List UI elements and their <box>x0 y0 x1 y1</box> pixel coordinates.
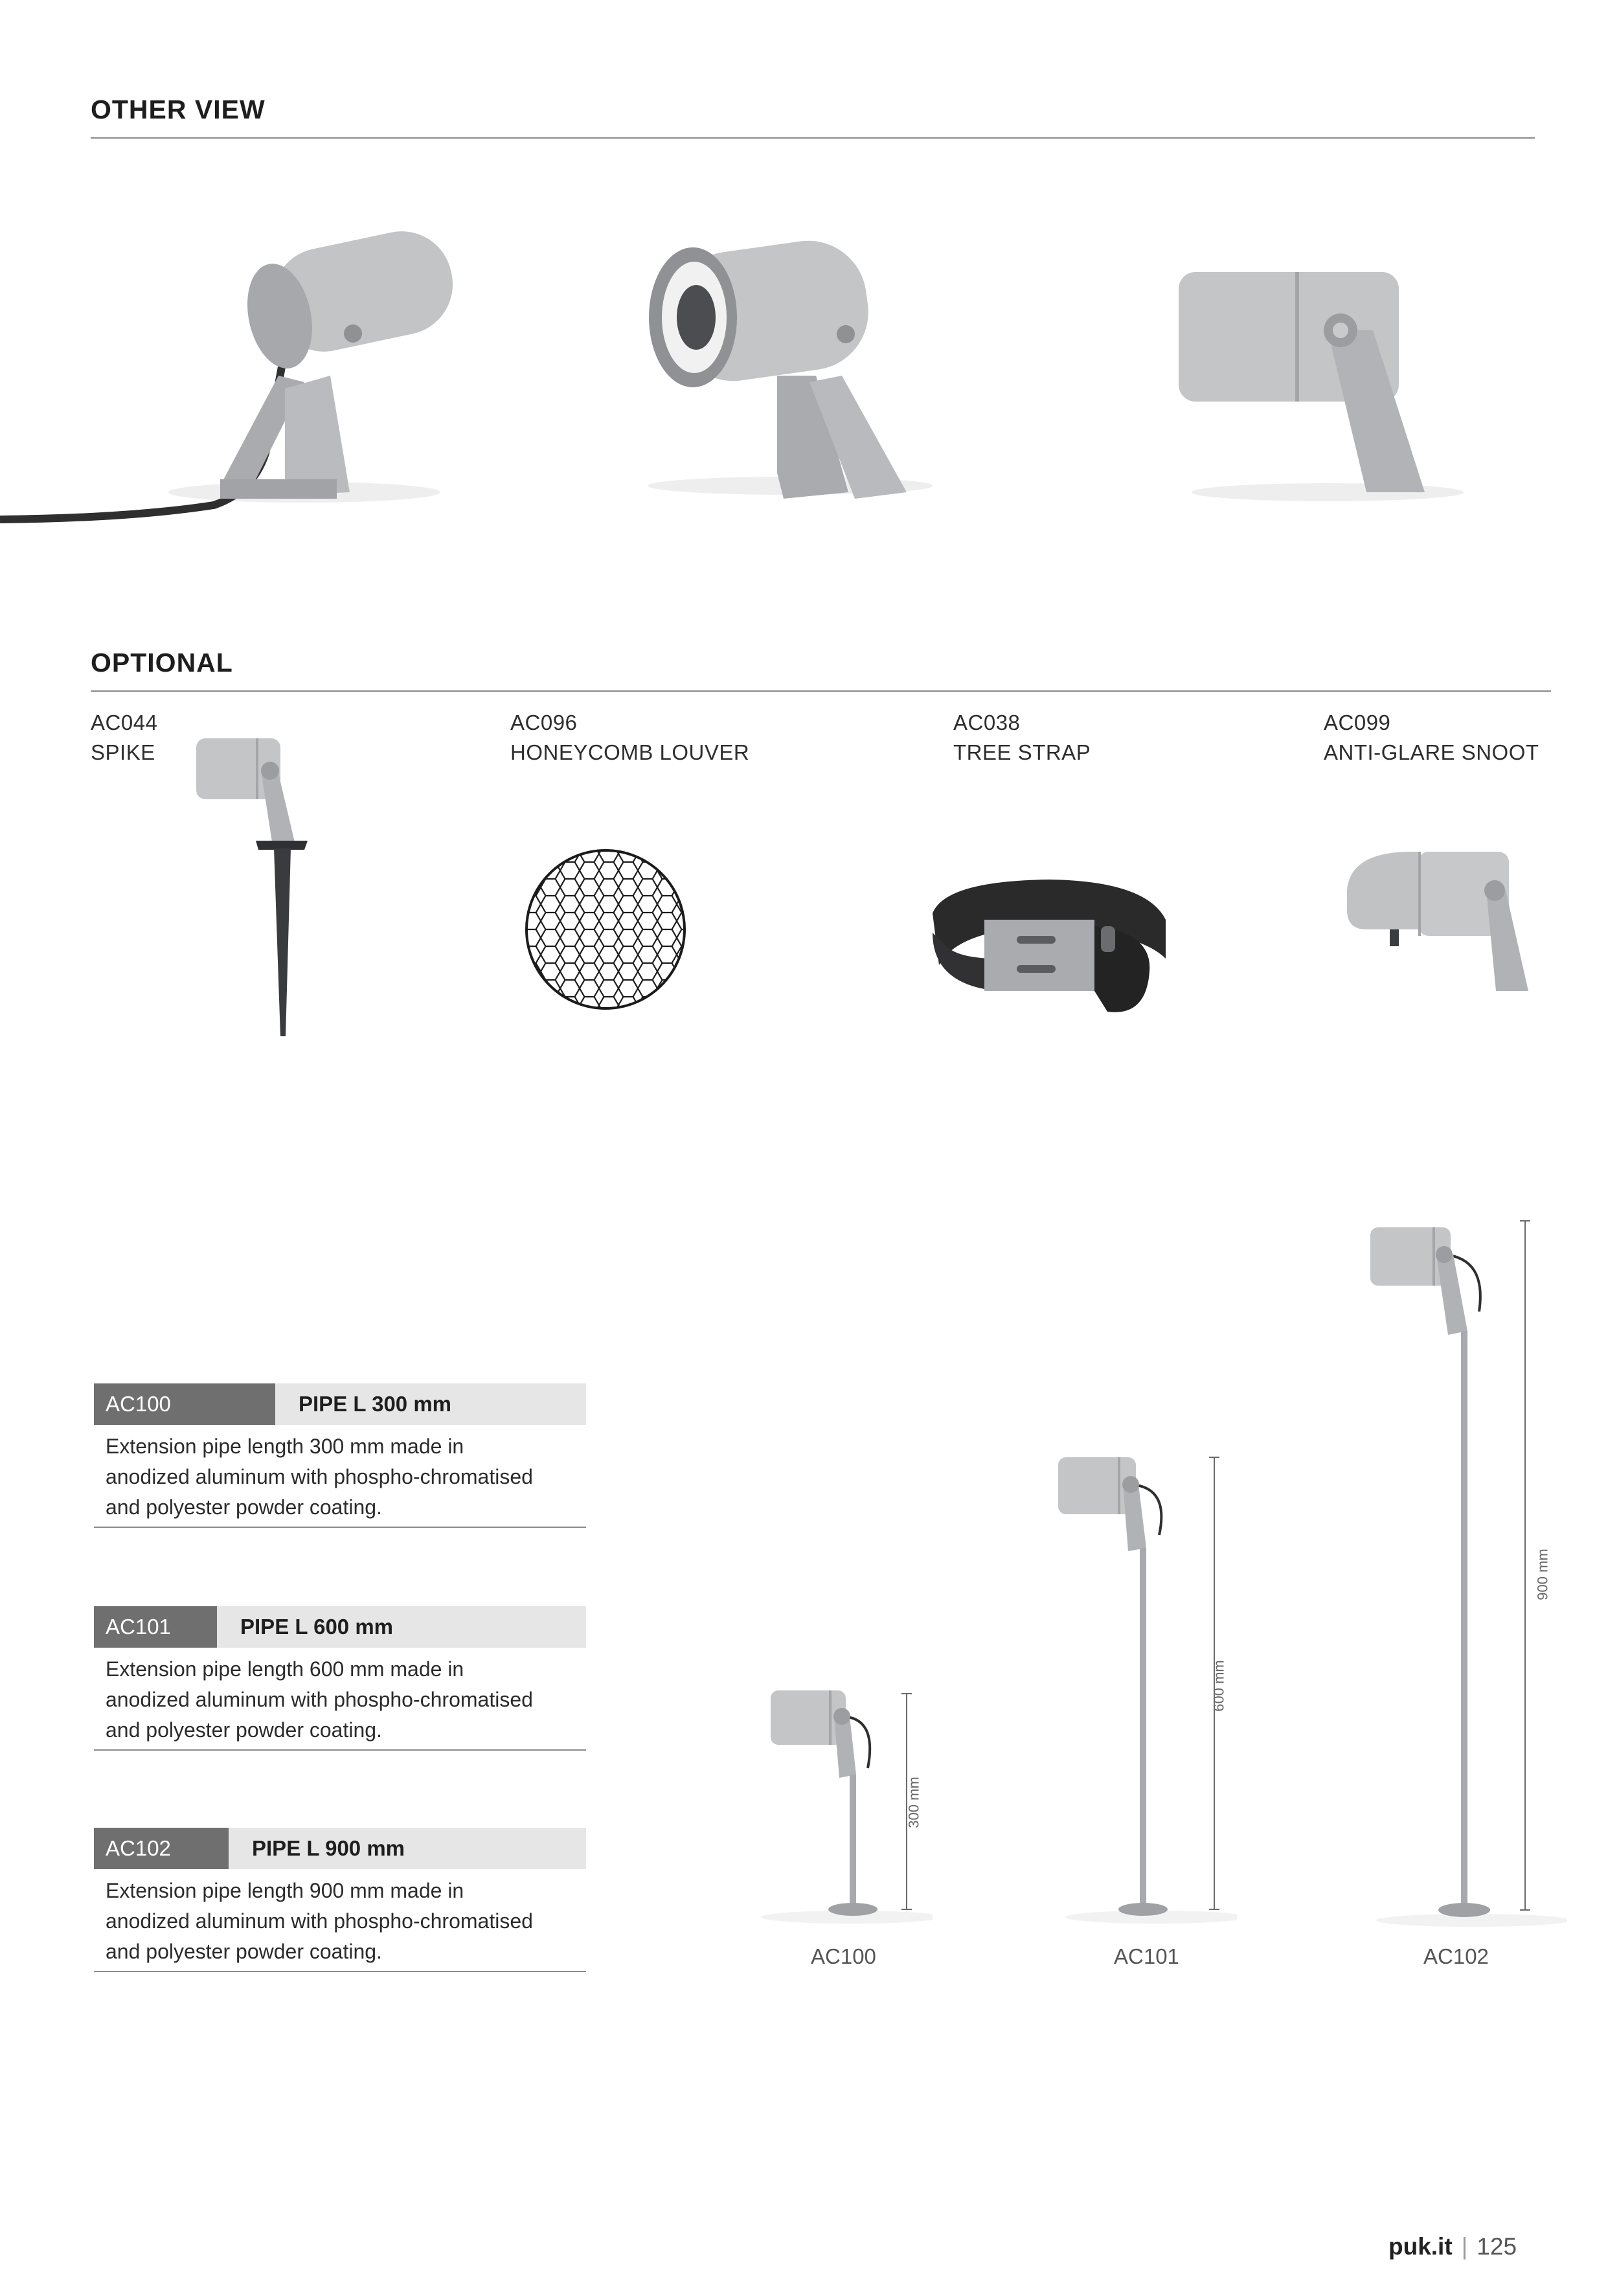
footer-separator: | <box>1461 2233 1468 2260</box>
pipe-spec-header <box>94 1606 586 1648</box>
pipe-spec-header <box>94 1383 586 1425</box>
footer-site: puk.it <box>1388 2233 1453 2260</box>
pipe-label: PIPE L 600 mm <box>217 1606 586 1648</box>
tree-strap-image <box>920 861 1179 1030</box>
pipe-description-line: anodized aluminum with phospho-chromatised <box>106 1688 533 1711</box>
optional-item-ac038 <box>953 710 1091 765</box>
section-divider <box>91 137 1535 139</box>
optional-item-ac044 <box>91 710 157 765</box>
product-view-left <box>0 220 492 544</box>
optional-item-code: AC038 <box>953 710 1021 734</box>
pipe-description-line: Extension pipe length 600 mm made in <box>106 1657 464 1681</box>
pipe-figure-ac100 <box>738 1671 933 1930</box>
dimension-label: 600 mm <box>1210 1660 1227 1712</box>
optional-item-code: AC099 <box>1324 710 1391 734</box>
product-view-center <box>622 220 945 518</box>
pipe-description-line: and polyester powder coating. <box>106 1940 382 1963</box>
pipe-spec-ac101 <box>94 1606 586 1751</box>
pipe-description-line: and polyester powder coating. <box>106 1718 382 1742</box>
pipe-description <box>94 1869 586 1972</box>
pipe-figure-ac101 <box>1043 1444 1237 1930</box>
optional-item-name: SPIKE <box>91 740 155 764</box>
optional-item-name: HONEYCOMB LOUVER <box>510 740 750 764</box>
pipe-code: AC102 <box>94 1828 229 1869</box>
section-divider <box>91 690 1551 692</box>
figure-caption: AC102 <box>1423 1944 1489 1968</box>
dimension-label: 300 mm <box>905 1777 922 1828</box>
pipe-description <box>94 1648 586 1751</box>
pipe-description-line: anodized aluminum with phospho-chromatised <box>106 1909 533 1933</box>
pipe-description-line: anodized aluminum with phospho-chromatised <box>106 1465 533 1488</box>
optional-item-code: AC096 <box>510 710 578 734</box>
section-title-other-view: OTHER VIEW <box>91 95 266 124</box>
section-title-optional: OPTIONAL <box>91 648 233 677</box>
pipe-spec-ac100 <box>94 1383 586 1528</box>
pipe-spec-header <box>94 1828 586 1869</box>
page-footer <box>1388 2233 1517 2260</box>
pipe-description-line: and polyester powder coating. <box>106 1495 382 1519</box>
pipe-description <box>94 1425 586 1528</box>
optional-item-name: TREE STRAP <box>953 740 1091 764</box>
spike-image <box>191 732 321 1043</box>
pipe-description-line: Extension pipe length 900 mm made in <box>106 1879 464 1902</box>
page-number: 125 <box>1477 2233 1517 2260</box>
optional-item-ac099 <box>1324 710 1539 765</box>
pipe-description-line: Extension pipe length 300 mm made in <box>106 1435 464 1458</box>
honeycomb-louver-image <box>521 845 690 1014</box>
pipe-label: PIPE L 300 mm <box>275 1383 586 1425</box>
pipe-label: PIPE L 900 mm <box>229 1828 586 1869</box>
figure-caption: AC101 <box>1114 1944 1179 1968</box>
dimension-label: 900 mm <box>1534 1549 1551 1600</box>
anti-glare-snoot-image <box>1341 845 1535 994</box>
figure-caption: AC100 <box>811 1944 876 1968</box>
pipe-code: AC101 <box>94 1606 217 1648</box>
product-view-right <box>1153 253 1477 525</box>
optional-item-ac096 <box>510 710 749 765</box>
pipe-spec-ac102 <box>94 1828 586 1972</box>
optional-item-name: ANTI-GLARE SNOOT <box>1324 740 1539 764</box>
pipe-code: AC100 <box>94 1383 275 1425</box>
optional-item-code: AC044 <box>91 710 158 734</box>
